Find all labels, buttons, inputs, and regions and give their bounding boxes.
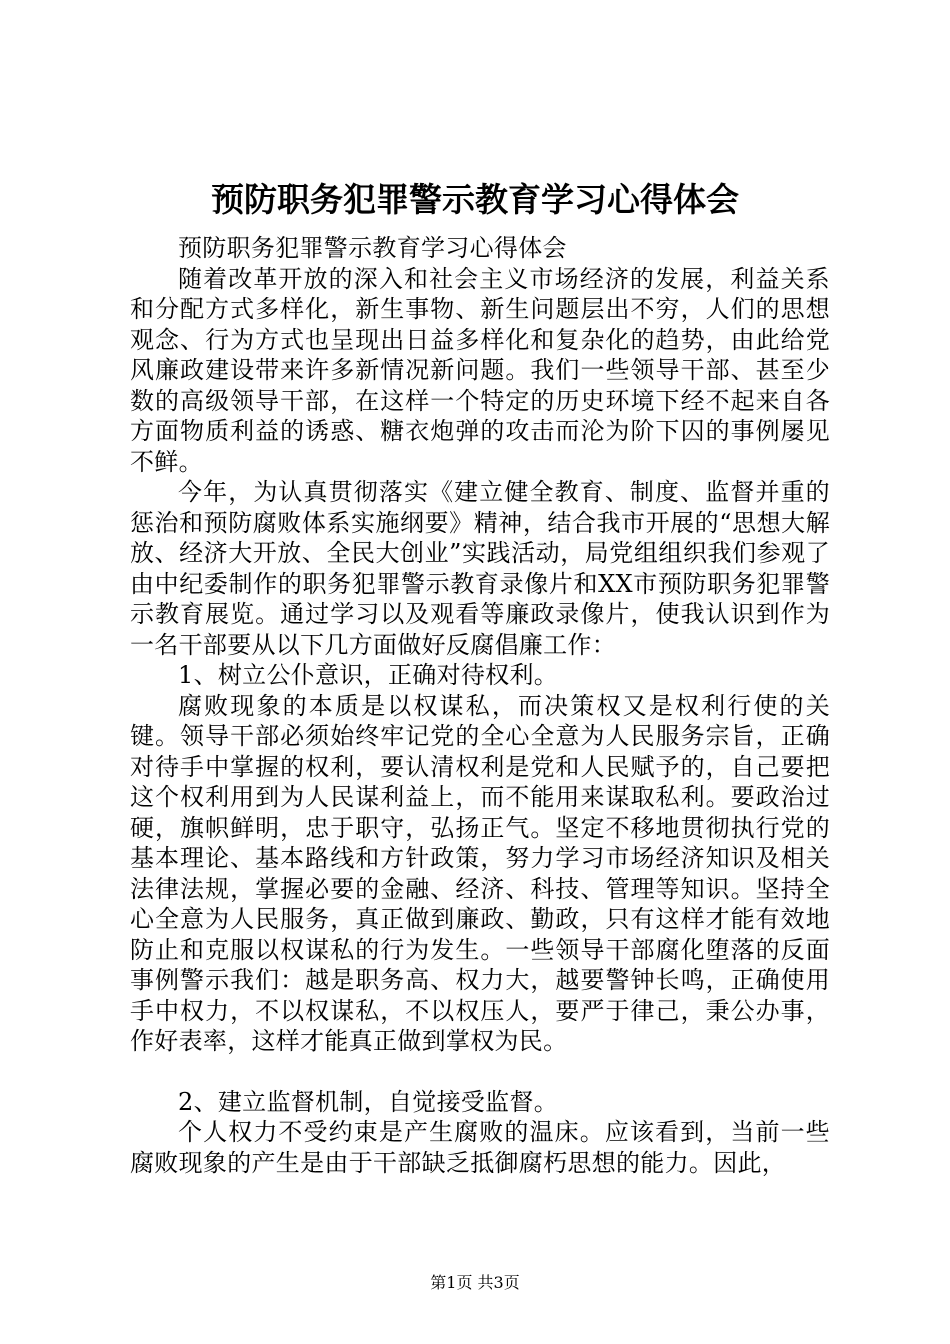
paragraph-point-2: 个人权力不受约束是产生腐败的温床。应该看到，当前一些腐败现象的产生是由于干部缺乏抵御腐朽思想的能力。因此， [130, 1118, 830, 1177]
page-number-footer: 第1页 共3页 [430, 1273, 520, 1292]
heading-point-2: 2、建立监督机制，自觉接受监督。 [178, 1087, 559, 1116]
paragraph-point-1: 腐败现象的本质是以权谋私，而决策权又是权利行使的关键。领导干部必须始终牢记党的全心全意为人民服务宗旨，正确对待手中掌握的权利，要认清权利是党和人民赋予的，自己要把这个权利用到为人民谋利益上，而不能用来谋取私利。要政治过硬，旗帜鲜明，忠于职守，弘扬正气。坚定不移地贯彻执行党的基本理论、基本路线和方针政策，努力学习市场经济知识及相关法律法规，掌握必要的金融、经济、科技、管理等知识。坚持全心全意为人民服务，真正做到廉政、勤政，只有这样才能有效地防止和克服以权谋私的行为发生。一些领导干部腐化堕落的反面事例警示我们：越是职务高、权力大，越要警钟长鸣，正确使用手中权力，不以权谋私，不以权压人，要严于律己，秉公办事，作好表率，这样才能真正做到掌权为民。 [130, 691, 830, 1055]
document-title: 预防职务犯罪警示教育学习心得体会 [211, 180, 739, 219]
paragraph-subtitle: 预防职务犯罪警示教育学习心得体会 [178, 234, 567, 262]
paragraph-context: 今年，为认真贯彻落实《建立健全教育、制度、监督并重的惩治和预防腐败体系实施纲要》精神，结合我市开展的“思想大解放、经济大开放、全民大创业”实践活动，局党组组织我们参观了由中纪委制作的职务犯罪警示教育录像片和XX市预防职务犯罪警示教育展览。通过学习以及观看等廉政录像片，使我认识到作为一名干部要从以下几方面做好反腐倡廉工作： [130, 478, 830, 659]
heading-point-1: 1、树立公仆意识，正确对待权利。 [178, 661, 559, 689]
document-body [130, 233, 830, 1178]
paragraph-intro: 随着改革开放的深入和社会主义市场经济的发展，利益关系和分配方式多样化，新生事物、新生问题层出不穷，人们的思想观念、行为方式也呈现出日益多样化和复杂化的趋势，由此给党风廉政建设带来许多新情况新问题。我们一些领导干部、甚至少数的高级领导干部，在这样一个特定的历史环境下经不起来自各方面物质利益的诱惑、糖衣炮弹的攻击而沦为阶下囚的事例屡见不鲜。 [130, 264, 830, 476]
